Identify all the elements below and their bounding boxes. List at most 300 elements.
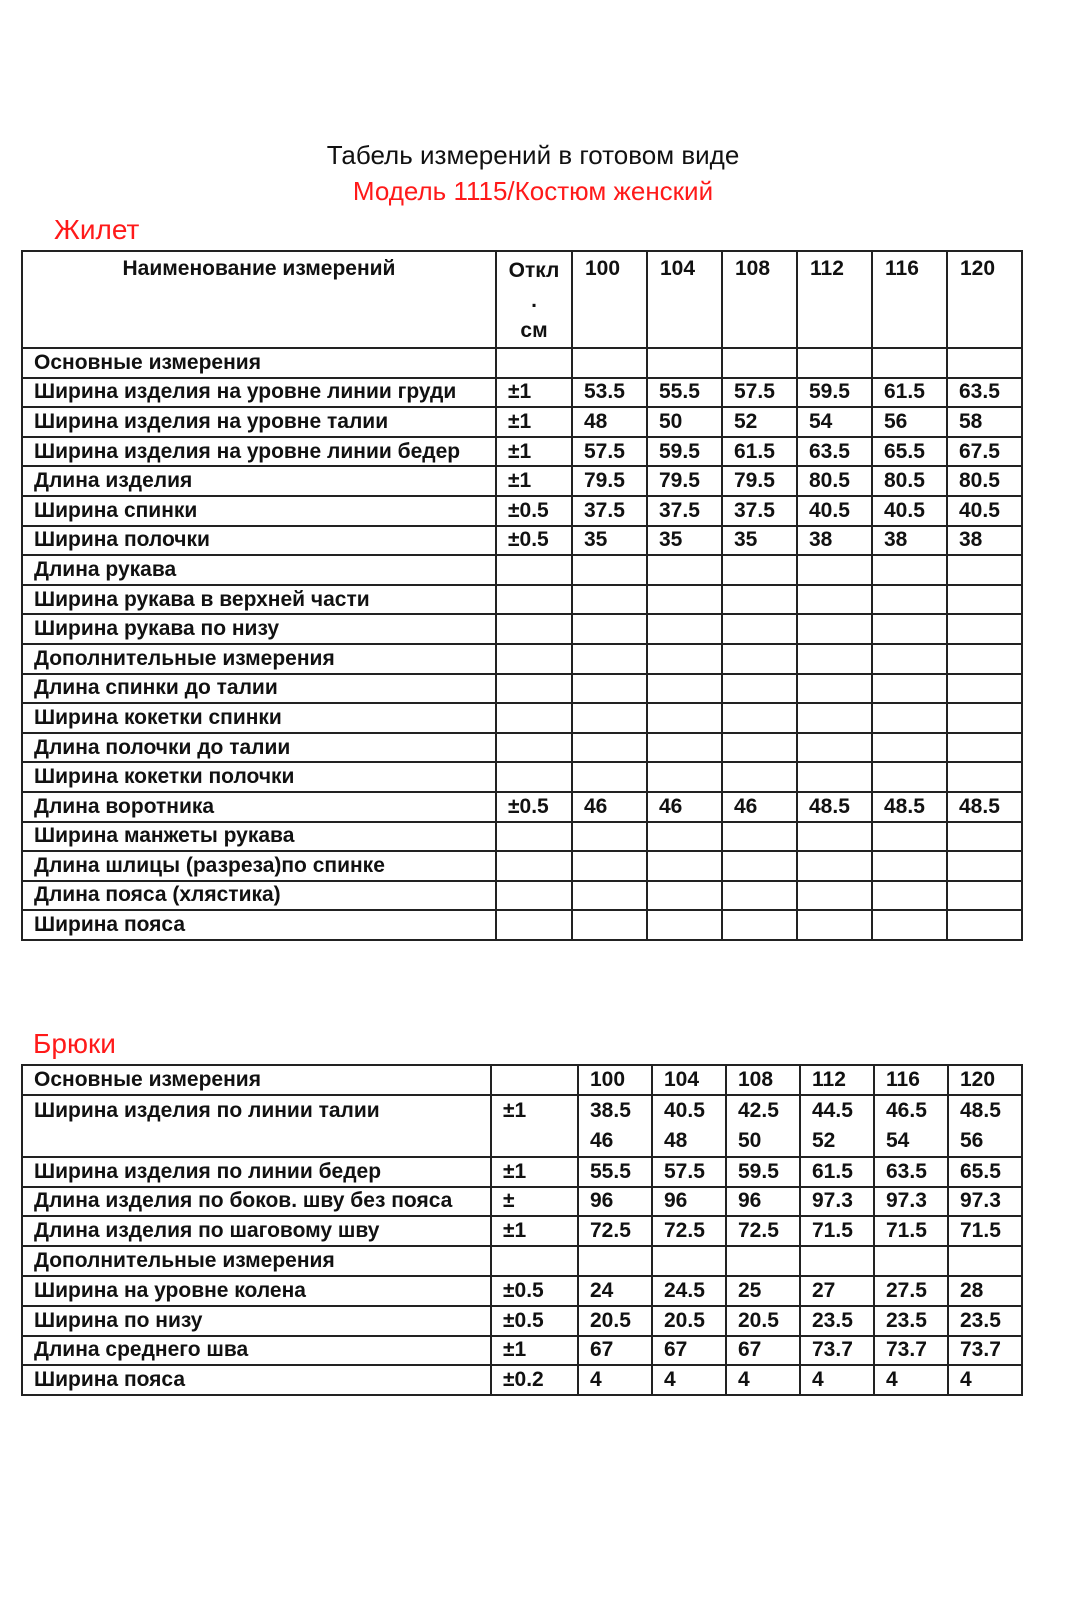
measurement-name-cell: Длина изделия [22,466,496,496]
value-cell: 67 [652,1336,726,1366]
value-cell [647,674,722,704]
value-cell [572,822,647,852]
table-row [22,1365,1022,1395]
value-cell [872,614,947,644]
value-text: 56 [960,1128,984,1152]
value-text: 42.5 [738,1098,779,1122]
value-text: 50 [738,1128,762,1152]
measurement-name-cell: Ширина пояса [22,910,496,940]
value-cell [872,585,947,615]
measurement-name-cell: Длина рукава [22,555,496,585]
value-cell [572,703,647,733]
value-cell: 65.5 [948,1157,1022,1187]
value-cell: 80.5 [947,466,1022,496]
value-cell: 35 [647,526,722,556]
tolerance-cell: ±1 [496,378,572,408]
value-cell [797,614,872,644]
value-cell: 96 [652,1187,726,1217]
measurement-name-cell: Дополнительные измерения [22,1246,491,1276]
table-row [22,614,1022,644]
measurement-name-cell: Ширина спинки [22,496,496,526]
value-cell [947,674,1022,704]
tolerance-header-text: . [531,289,537,312]
table-row [22,1306,1022,1336]
value-cell [647,703,722,733]
value-cell [948,1246,1022,1276]
tolerance-cell [491,1246,578,1276]
table-row [22,703,1022,733]
size-header-cell: 120 [947,251,1022,348]
value-cell: 4 [578,1365,652,1395]
value-cell [647,644,722,674]
value-cell: 27 [800,1276,874,1306]
value-cell [797,881,872,911]
size-header-cell: 120 [948,1065,1022,1095]
tolerance-cell: ±1 [491,1095,578,1157]
tolerance-cell: ±1 [491,1157,578,1187]
tolerance-cell: ±1 [496,437,572,467]
measurement-name-cell: Ширина рукава в верхней части [22,585,496,615]
value-cell [572,614,647,644]
value-cell [797,644,872,674]
value-cell [647,762,722,792]
tolerance-cell [496,762,572,792]
table-row [22,466,1022,496]
tolerance-cell: ±0.5 [491,1276,578,1306]
measurement-name-cell: Длина среднего шва [22,1336,491,1366]
vest-header-row [22,251,1022,348]
value-cell: 37.5 [572,496,647,526]
measurement-name-cell: Ширина кокетки спинки [22,703,496,733]
value-cell: 96 [578,1187,652,1217]
value-cell [572,733,647,763]
size-header-cell: 104 [652,1065,726,1095]
value-cell [797,762,872,792]
table-row [22,1276,1022,1306]
tolerance-cell: ±0.2 [491,1365,578,1395]
value-cell: 65.5 [872,437,947,467]
table-row [22,1095,1022,1157]
tolerance-cell: ±1 [491,1336,578,1366]
value-cell: 24.5 [652,1276,726,1306]
size-header-cell: 100 [572,251,647,348]
measurement-name-cell: Ширина кокетки полочки [22,762,496,792]
value-cell: 4 [726,1365,800,1395]
value-cell [947,555,1022,585]
value-cell [872,733,947,763]
value-cell: 23.5 [874,1306,948,1336]
value-cell: 57.5 [722,378,797,408]
table-row [22,851,1022,881]
measurement-name-cell: Ширина по низу [22,1306,491,1336]
value-cell [572,762,647,792]
value-cell [572,585,647,615]
value-cell: 20.5 [652,1306,726,1336]
value-cell: 4 [652,1365,726,1395]
value-cell: 50 [647,407,722,437]
value-cell [800,1095,874,1157]
value-cell [722,910,797,940]
table-row [22,1187,1022,1217]
value-cell [947,585,1022,615]
tolerance-cell [496,585,572,615]
measurement-name-cell: Длина спинки до талии [22,674,496,704]
value-cell [797,733,872,763]
value-cell [947,851,1022,881]
pants-measurements-table [21,1064,1023,1396]
tolerance-cell [496,348,572,378]
value-cell [572,674,647,704]
table-row [22,644,1022,674]
tolerance-cell [496,851,572,881]
header-name-cell: Наименование измерений [22,251,496,348]
size-header-cell: 112 [800,1065,874,1095]
header-tolerance-cell [491,1065,578,1095]
value-cell [797,348,872,378]
table-row [22,378,1022,408]
value-cell: 71.5 [800,1216,874,1246]
value-cell [572,555,647,585]
value-cell [722,762,797,792]
value-text: 40.5 [664,1098,705,1122]
value-cell [572,881,647,911]
value-cell [797,851,872,881]
measurement-name-cell: Длина изделия по боков. шву без пояса [22,1187,491,1217]
measurement-name-cell: Дополнительные измерения [22,644,496,674]
value-cell [722,585,797,615]
pants-heading: Брюки [33,1028,116,1059]
value-cell [578,1095,652,1157]
value-cell: 67 [726,1336,800,1366]
value-cell: 46 [722,792,797,822]
value-cell [872,822,947,852]
value-cell: 72.5 [652,1216,726,1246]
value-cell [647,822,722,852]
measurement-name-cell: Ширина изделия на уровне линии бедер [22,437,496,467]
value-cell: 63.5 [874,1157,948,1187]
value-cell: 4 [948,1365,1022,1395]
value-cell [874,1246,948,1276]
value-cell: 63.5 [947,378,1022,408]
measurement-name-cell: Ширина изделия по линии талии [22,1095,491,1157]
value-cell: 20.5 [726,1306,800,1336]
value-cell [947,822,1022,852]
measurement-name-cell: Ширина рукава по низу [22,614,496,644]
table-row [22,910,1022,940]
value-cell: 57.5 [572,437,647,467]
value-cell: 72.5 [578,1216,652,1246]
value-cell: 46 [647,792,722,822]
table-row [22,1336,1022,1366]
value-cell: 61.5 [722,437,797,467]
value-cell [797,910,872,940]
value-text: 48 [664,1128,688,1152]
value-cell: 97.3 [948,1187,1022,1217]
value-cell: 71.5 [874,1216,948,1246]
tolerance-cell [496,881,572,911]
value-text: 48.5 [960,1098,1001,1122]
table-row [22,1216,1022,1246]
vest-heading: Жилет [54,214,140,245]
size-header-cell: 116 [874,1065,948,1095]
value-cell [872,703,947,733]
value-cell [647,910,722,940]
table-row [22,555,1022,585]
table-row [22,822,1022,852]
value-cell [647,614,722,644]
value-cell: 52 [722,407,797,437]
value-cell [722,644,797,674]
value-cell: 61.5 [800,1157,874,1187]
measurement-name-cell: Длина воротника [22,792,496,822]
value-cell [947,762,1022,792]
tolerance-cell [496,614,572,644]
measurement-name-cell: Ширина изделия на уровне линии груди [22,378,496,408]
value-cell [948,1095,1022,1157]
measurement-name-cell: Ширина пояса [22,1365,491,1395]
measurement-name-cell: Длина пояса (хлястика) [22,881,496,911]
measurement-name-cell: Ширина на уровне колена [22,1276,491,1306]
tolerance-cell: ± [491,1187,578,1217]
value-cell: 71.5 [948,1216,1022,1246]
table-row [22,496,1022,526]
value-cell: 37.5 [647,496,722,526]
measurement-name-cell: Длина изделия по шаговому шву [22,1216,491,1246]
value-cell: 59.5 [797,378,872,408]
value-cell [722,822,797,852]
tolerance-cell [496,555,572,585]
value-cell: 25 [726,1276,800,1306]
value-cell [722,703,797,733]
value-cell [572,644,647,674]
model-subtitle: Модель 1115/Костюм женский [352,176,714,206]
value-cell [726,1095,800,1157]
value-cell: 97.3 [874,1187,948,1217]
table-row [22,407,1022,437]
table-row [22,1157,1022,1187]
value-cell [572,910,647,940]
value-cell [572,851,647,881]
value-cell [872,851,947,881]
table-row [22,526,1022,556]
value-cell [647,851,722,881]
value-cell [652,1095,726,1157]
table-row [22,1246,1022,1276]
value-cell [797,585,872,615]
value-cell: 54 [797,407,872,437]
tolerance-cell [496,674,572,704]
value-cell: 55.5 [647,378,722,408]
value-cell [947,703,1022,733]
value-cell [947,644,1022,674]
value-cell: 67.5 [947,437,1022,467]
tolerance-cell: ±1 [491,1216,578,1246]
tolerance-cell [496,822,572,852]
tolerance-header-text: см [520,319,548,342]
value-cell [726,1246,800,1276]
value-cell [722,881,797,911]
value-cell: 48 [572,407,647,437]
value-cell [874,1095,948,1157]
value-cell [947,910,1022,940]
measurement-name-cell: Длина шлицы (разреза)по спинке [22,851,496,881]
measurement-name-cell: Длина полочки до талии [22,733,496,763]
value-cell [722,555,797,585]
value-cell: 80.5 [872,466,947,496]
tolerance-cell: ±1 [496,407,572,437]
tolerance-cell [496,644,572,674]
pants-header-row [22,1065,1022,1095]
value-cell: 40.5 [797,496,872,526]
value-cell: 48.5 [872,792,947,822]
table-row [22,792,1022,822]
value-cell: 35 [722,526,797,556]
value-cell: 73.7 [948,1336,1022,1366]
value-cell [872,644,947,674]
value-cell: 67 [578,1336,652,1366]
value-cell: 46 [572,792,647,822]
table-row [22,674,1022,704]
header-tolerance-cell [496,251,572,348]
tolerance-cell: ±0.5 [496,792,572,822]
header-name-cell: Основные измерения [22,1065,491,1095]
tolerance-cell: ±0.5 [496,496,572,526]
table-row [22,348,1022,378]
value-cell: 40.5 [947,496,1022,526]
value-cell [722,348,797,378]
tolerance-cell: ±0.5 [496,526,572,556]
value-cell: 48.5 [797,792,872,822]
value-cell [647,555,722,585]
value-cell: 79.5 [722,466,797,496]
document-title: Табель измерений в готовом виде [326,140,740,170]
measurement-name-cell: Ширина полочки [22,526,496,556]
value-text: 46 [590,1128,614,1152]
value-cell: 59.5 [647,437,722,467]
size-header-cell: 108 [726,1065,800,1095]
size-header-cell: 100 [578,1065,652,1095]
value-cell: 35 [572,526,647,556]
value-cell: 38 [872,526,947,556]
tolerance-cell [496,910,572,940]
size-header-cell: 116 [872,251,947,348]
value-cell: 57.5 [652,1157,726,1187]
value-cell: 24 [578,1276,652,1306]
measurement-name-cell: Основные измерения [22,348,496,378]
value-cell [722,733,797,763]
value-cell: 40.5 [872,496,947,526]
value-text: 38.5 [590,1098,631,1122]
value-cell [872,910,947,940]
value-cell: 38 [947,526,1022,556]
table-row [22,733,1022,763]
value-cell [652,1246,726,1276]
value-cell [647,733,722,763]
value-cell: 37.5 [722,496,797,526]
tolerance-header-text: Откл [508,259,560,282]
value-cell: 73.7 [800,1336,874,1366]
table-row [22,437,1022,467]
value-cell: 27.5 [874,1276,948,1306]
value-cell: 38 [797,526,872,556]
measurement-name-cell: Ширина изделия на уровне талии [22,407,496,437]
tolerance-cell [496,733,572,763]
value-cell [578,1246,652,1276]
measurement-name-cell: Ширина манжеты рукава [22,822,496,852]
value-cell: 4 [874,1365,948,1395]
tolerance-cell: ±1 [496,466,572,496]
size-header-cell: 108 [722,251,797,348]
value-cell: 96 [726,1187,800,1217]
value-cell: 53.5 [572,378,647,408]
value-text: 44.5 [812,1098,853,1122]
value-cell [797,822,872,852]
value-cell [872,881,947,911]
size-header-cell: 104 [647,251,722,348]
value-cell: 56 [872,407,947,437]
value-cell [872,348,947,378]
value-cell [647,585,722,615]
value-cell: 73.7 [874,1336,948,1366]
value-cell [872,674,947,704]
table-row [22,881,1022,911]
value-cell: 4 [800,1365,874,1395]
value-cell: 59.5 [726,1157,800,1187]
value-cell [647,348,722,378]
value-text: 46.5 [886,1098,927,1122]
value-cell: 79.5 [572,466,647,496]
value-cell [947,881,1022,911]
value-cell [947,348,1022,378]
value-cell [800,1246,874,1276]
value-cell [947,733,1022,763]
vest-measurements-table [21,250,1023,941]
tolerance-cell: ±0.5 [491,1306,578,1336]
value-cell [797,555,872,585]
value-cell: 72.5 [726,1216,800,1246]
value-cell: 61.5 [872,378,947,408]
value-cell: 20.5 [578,1306,652,1336]
value-cell [947,614,1022,644]
value-cell [722,614,797,644]
value-cell: 97.3 [800,1187,874,1217]
value-cell [722,851,797,881]
size-header-cell: 112 [797,251,872,348]
value-cell [647,881,722,911]
value-cell: 55.5 [578,1157,652,1187]
value-cell: 23.5 [800,1306,874,1336]
value-cell: 48.5 [947,792,1022,822]
value-cell [872,555,947,585]
value-cell: 63.5 [797,437,872,467]
value-cell [797,674,872,704]
value-text: 54 [886,1128,910,1152]
value-cell: 79.5 [647,466,722,496]
measurement-name-cell: Ширина изделия по линии бедер [22,1157,491,1187]
value-cell: 58 [947,407,1022,437]
tolerance-cell [496,703,572,733]
value-cell [722,674,797,704]
value-cell [797,703,872,733]
table-row [22,585,1022,615]
value-cell: 80.5 [797,466,872,496]
value-text: 52 [812,1128,836,1152]
value-cell [872,762,947,792]
value-cell: 28 [948,1276,1022,1306]
value-cell: 23.5 [948,1306,1022,1336]
value-cell [572,348,647,378]
table-row [22,762,1022,792]
